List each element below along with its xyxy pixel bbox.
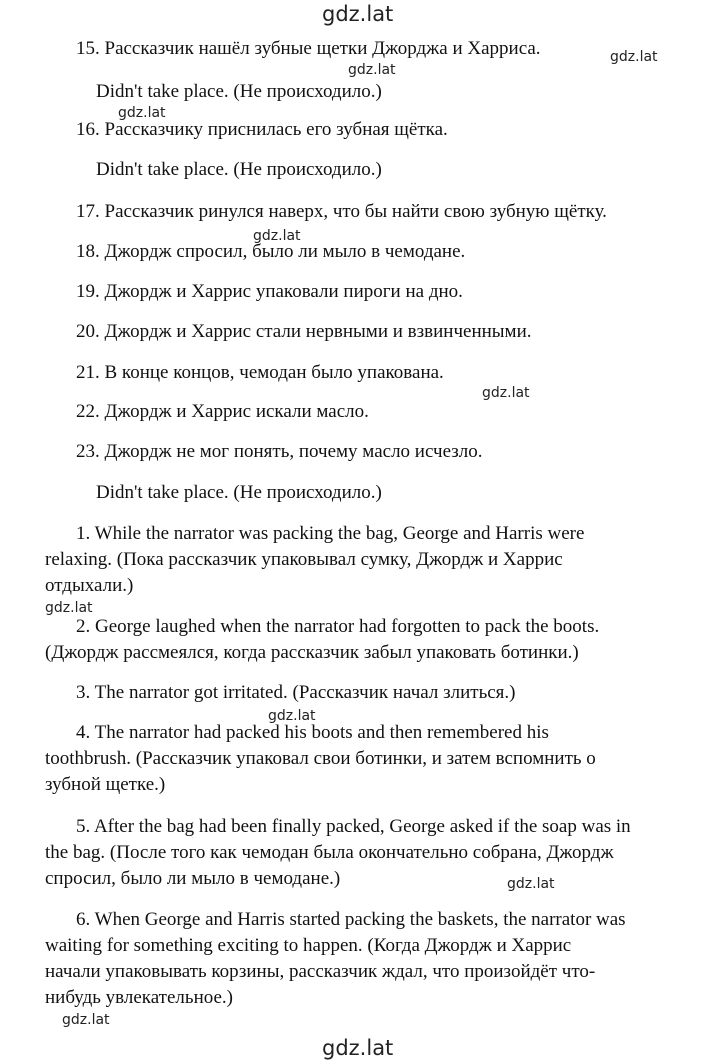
sentence-22: 22. Джордж и Харрис искали масло. [76, 401, 369, 422]
answer-1-line-2: relaxing. (Пока рассказчик упаковывал сумку, Джордж и Харрис [45, 549, 563, 570]
answer-6-line-3: начали упаковывать корзины, рассказчик ждал, что произойдёт что- [45, 961, 596, 982]
watermark: gdz.lat [507, 876, 555, 892]
sentence-16: 16. Рассказчику приснилась его зубная щётка. [76, 119, 448, 140]
answer-2-line-2: (Джордж рассмеялся, когда рассказчик забыл упаковать ботинки.) [45, 642, 579, 663]
watermark: gdz.lat [45, 600, 93, 616]
watermark: gdz.lat [253, 228, 301, 244]
watermark-top: gdz.lat [322, 2, 394, 26]
answer-4-line-1: 4. The narrator had packed his boots and then remembered his [76, 722, 549, 743]
answer-5-line-3: спросил, было ли мыло в чемодане.) [45, 868, 341, 889]
answer-6-line-4: нибудь увлекательное.) [45, 987, 233, 1008]
sentence-23-status: Didn't take place. (Не происходило.) [96, 482, 382, 503]
answer-2-line-1: 2. George laughed when the narrator had forgotten to pack the boots. [76, 616, 600, 637]
answer-1-line-1: 1. While the narrator was packing the bag, George and Harris were [76, 523, 585, 544]
watermark: gdz.lat [268, 708, 316, 724]
answer-3-line-1: 3. The narrator got irritated. (Рассказчик начал злиться.) [76, 682, 516, 703]
sentence-18: 18. Джордж спросил, было ли мыло в чемодане. [76, 241, 466, 262]
answer-6-line-1: 6. When George and Harris started packing the baskets, the narrator was [76, 909, 626, 930]
answer-5-line-2: the bag. (После того как чемодан была окончательно собрана, Джордж [45, 842, 614, 863]
sentence-19: 19. Джордж и Харрис упаковали пироги на дно. [76, 281, 463, 302]
answer-6-line-2: waiting for something exciting to happen. (Когда Джордж и Харрис [45, 935, 572, 956]
sentence-16-status: Didn't take place. (Не происходило.) [96, 159, 382, 180]
answer-5-line-1: 5. After the bag had been finally packed, George asked if the soap was in [76, 816, 631, 837]
answer-4-line-2: toothbrush. (Рассказчик упаковал свои ботинки, и затем вспомнить о [45, 748, 596, 769]
watermark: gdz.lat [482, 385, 530, 401]
sentence-15-status: Didn't take place. (Не происходило.) [96, 81, 382, 102]
answer-4-line-3: зубной щетке.) [45, 774, 166, 795]
sentence-15: 15. Рассказчик нашёл зубные щетки Джорджа и Харриса. [76, 38, 541, 59]
watermark: gdz.lat [610, 49, 658, 65]
watermark-bottom: gdz.lat [322, 1036, 394, 1060]
watermark: gdz.lat [62, 1012, 110, 1028]
sentence-23: 23. Джордж не мог понять, почему масло исчезло. [76, 441, 483, 462]
answer-1-line-3: отдыхали.) [45, 575, 134, 596]
sentence-17: 17. Рассказчик ринулся наверх, что бы найти свою зубную щётку. [76, 201, 607, 222]
sentence-21: 21. В конце концов, чемодан было упакована. [76, 362, 444, 383]
watermark: gdz.lat [348, 62, 396, 78]
watermark: gdz.lat [118, 105, 166, 121]
sentence-20: 20. Джордж и Харрис стали нервными и взвинченными. [76, 321, 532, 342]
